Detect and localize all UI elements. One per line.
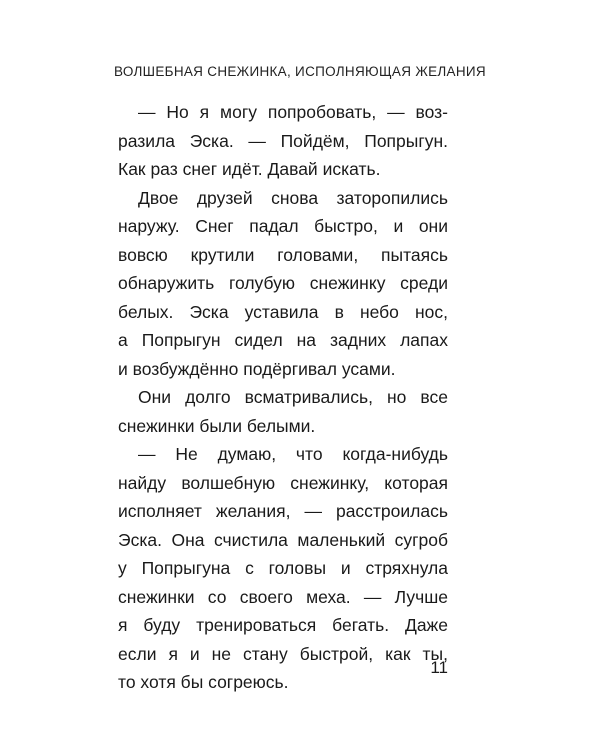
text-line: найду волшебную снежинку, которая: [118, 472, 448, 493]
text-line: наружу. Снег падал быстро, и они: [118, 216, 448, 236]
text-line: если я и не стану быстрой, как ты,: [118, 643, 448, 664]
text-line: снежинки были белыми.: [118, 415, 316, 436]
text-line: то хотя бы согреюсь.: [118, 672, 289, 692]
text-line: разила Эска. — Пойдём, Попрыгун.: [118, 130, 448, 151]
page-number: 11: [430, 658, 448, 677]
text-line: у Попрыгуна с головы и стряхнула: [118, 558, 448, 578]
text-line: Они долго всматривались, но все: [138, 387, 448, 407]
text-line: — Не думаю, что когда-нибудь: [138, 444, 448, 464]
text-line: и возбуждённо подёргивал усами.: [118, 358, 396, 379]
text-line: — Но я могу попробовать, — воз-: [138, 102, 448, 122]
text-line: обнаружить голубую снежинку среди: [118, 273, 448, 293]
text-line: я буду тренироваться бегать. Даже: [118, 615, 448, 635]
body-text: [118, 98, 448, 697]
text-line: Как раз снег идёт. Давай искать.: [118, 159, 381, 179]
text-line: Двое друзей снова заторопились: [138, 187, 448, 208]
text-line: исполняет желания, — расстроилась: [118, 501, 448, 521]
text-line: белых. Эска уставила в небо нос,: [118, 301, 448, 322]
text-line: снежинки со своего меха. — Лучше: [118, 586, 448, 607]
text-line: Эска. Она счистила маленький сугроб: [118, 529, 448, 550]
text-line: а Попрыгун сидел на задних лапах: [118, 330, 448, 350]
running-head: ВОЛШЕБНАЯ СНЕЖИНКА, ИСПОЛНЯЮЩАЯ ЖЕЛАНИЯ: [114, 64, 486, 79]
text-line: вовсю крутили головами, пытаясь: [118, 244, 448, 265]
